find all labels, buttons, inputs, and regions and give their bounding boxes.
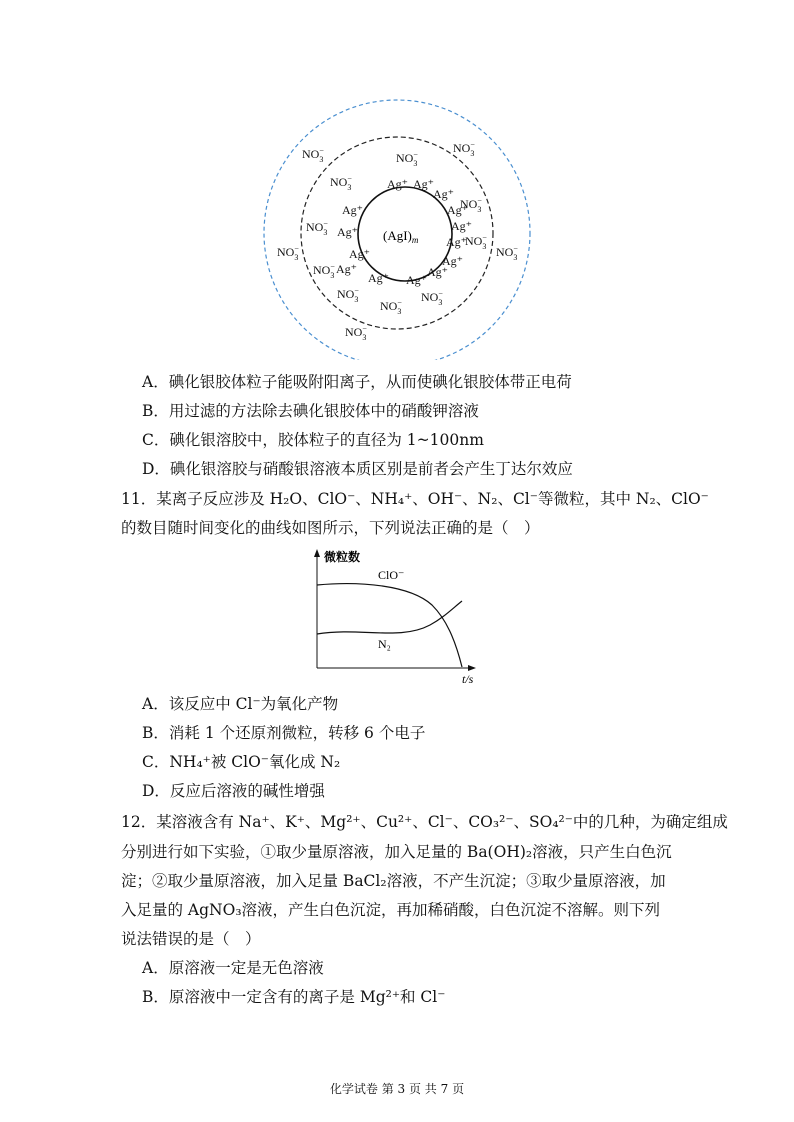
series-n2-curve: [317, 601, 462, 634]
q12-stem-line4: 入足量的 AgNO₃溶液，产生白色沉淀，再加稀硝酸，白色沉淀不溶解。则下列: [121, 901, 661, 919]
core-label: $(AgI)_m$: [383, 228, 419, 245]
q11-stem-line1: 11．某离子反应涉及 H₂O、ClO⁻、NH₄⁺、OH⁻、N₂、Cl⁻等微粒，其中 N₂、ClO⁻: [121, 490, 709, 508]
ag-ion-label: Ag⁺: [349, 247, 370, 261]
colloid-micelle-diagram: [0, 0, 794, 360]
series-n2-label: N₂: [378, 637, 391, 651]
x-axis-label: t/s: [462, 672, 474, 685]
y-axis-label: 微粒数: [324, 550, 361, 564]
nitrate-ion-label: $NO_3-$: [306, 219, 328, 237]
nitrate-ion-label: $NO_3-$: [453, 140, 475, 158]
q12-stem-line1: 12．某溶液含有 Na⁺、K⁺、Mg²⁺、Cu²⁺、Cl⁻、CO₃²⁻、SO₄²⁻中的几种，为确定组成: [121, 813, 728, 831]
ag-ion-label: Ag⁺: [406, 273, 427, 287]
nitrate-ion-label: $NO_3-$: [345, 324, 367, 342]
q11-option-b[interactable]: B．消耗 1 个还原剂微粒，转移 6 个电子: [142, 724, 426, 742]
series-clo-label: ClO⁻: [378, 568, 405, 582]
ag-ion-label: Ag⁺: [446, 235, 467, 249]
q11-stem-line2: 的数目随时间变化的曲线如图所示，下列说法正确的是（ ）: [121, 519, 540, 537]
ag-ion-label: Ag⁺: [433, 187, 454, 201]
nitrate-ion-label: $NO_3-$: [313, 262, 335, 280]
particle-count-chart: [0, 545, 794, 685]
nitrate-ion-label: $NO_3-$: [496, 244, 518, 262]
q12-option-a[interactable]: A．原溶液一定是无色溶液: [142, 959, 324, 977]
ag-ion-label: Ag⁺: [368, 271, 389, 285]
ag-ion-label: Ag⁺: [336, 262, 357, 276]
ag-ion-label: Ag⁺: [447, 203, 468, 217]
nitrate-ion-label: $NO_3-$: [465, 233, 487, 251]
nitrate-ion-label: $NO_3-$: [421, 289, 443, 307]
q11-option-c[interactable]: C．NH₄⁺被 ClO⁻氧化成 N₂: [142, 753, 341, 771]
ag-ion-label: Ag⁺: [342, 203, 363, 217]
nitrate-ion-label: $NO_3-$: [460, 196, 482, 214]
nitrate-ion-label: $NO_3-$: [330, 174, 352, 192]
q12-stem-line3: 淀；②取少量原溶液，加入足量 BaCl₂溶液，不产生沉淀；③取少量原溶液，加: [121, 872, 666, 890]
ag-ion-label: Ag⁺: [413, 177, 434, 191]
ag-ion-label: Ag⁺: [337, 225, 358, 239]
nitrate-ion-label: $NO_3-$: [277, 244, 299, 262]
ag-ion-label: Ag⁺: [387, 177, 408, 191]
q10-option-d[interactable]: D．碘化银溶胶与硝酸银溶液本质区别是前者会产生丁达尔效应: [142, 460, 573, 478]
q10-option-c[interactable]: C．碘化银溶胶中，胶体粒子的直径为 1~100nm: [142, 431, 484, 449]
nitrate-ion-label: $NO_3-$: [396, 150, 418, 168]
ag-ion-label: Ag⁺: [442, 254, 463, 268]
q12-stem-line2: 分别进行如下实验，①取少量原溶液，加入足量的 Ba(OH)₂溶液，只产生白色沉: [121, 843, 672, 861]
q12-option-b[interactable]: B．原溶液中一定含有的离子是 Mg²⁺和 Cl⁻: [142, 988, 446, 1006]
q11-option-d[interactable]: D．反应后溶液的碱性增强: [142, 782, 325, 800]
series-clo-curve: [317, 584, 462, 667]
q12-stem-line5: 说法错误的是（ ）: [121, 930, 261, 948]
y-axis-arrow: [314, 549, 320, 557]
nitrate-ion-label: $NO_3-$: [337, 286, 359, 304]
q10-option-a[interactable]: A．碘化银胶体粒子能吸附阳离子，从而使碘化银胶体带正电荷: [142, 373, 572, 391]
ag-ion-label: Ag⁺: [451, 219, 472, 233]
q11-option-a[interactable]: A．该反应中 Cl⁻为氧化产物: [142, 695, 339, 713]
q10-option-b[interactable]: B．用过滤的方法除去碘化银胶体中的硝酸钾溶液: [142, 402, 479, 420]
nitrate-ion-label: $NO_3-$: [302, 146, 324, 164]
page-footer: 化学试卷 第 3 页 共 7 页: [329, 1082, 465, 1096]
x-axis-arrow: [468, 665, 476, 671]
ag-ion-label: Ag⁺: [427, 265, 448, 279]
nitrate-ion-label: $NO_3-$: [380, 298, 402, 316]
